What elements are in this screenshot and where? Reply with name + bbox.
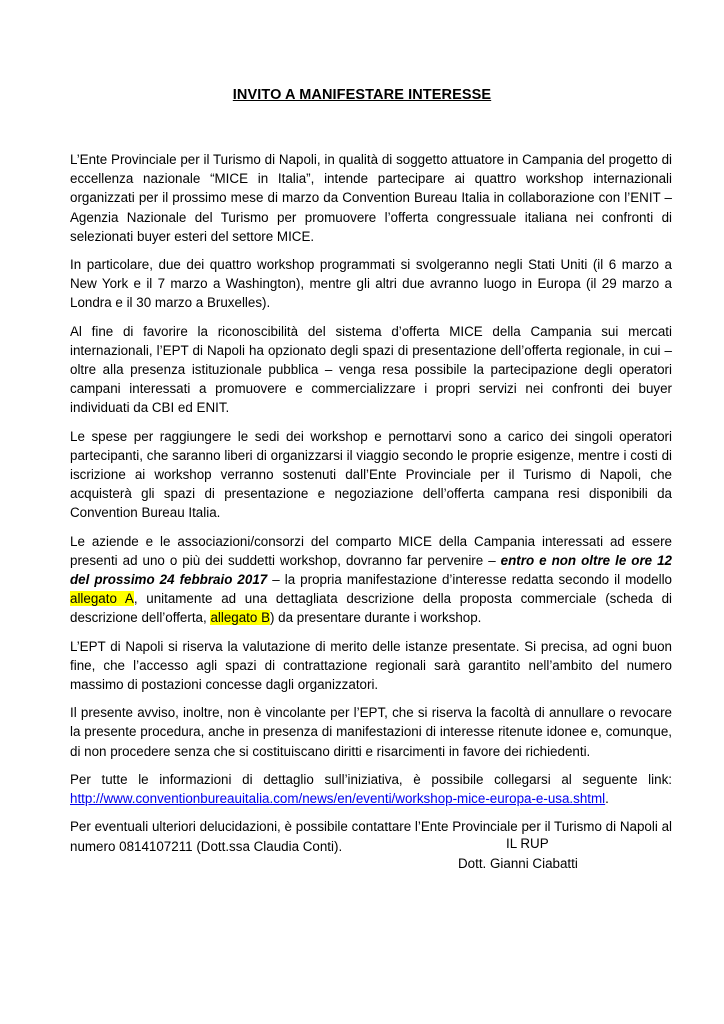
document-body xyxy=(70,150,672,865)
document-title: INVITO A MANIFESTARE INTERESSE xyxy=(232,87,492,103)
paragraph-disclaimer: Il presente avviso, inoltre, non è vincolante per l’EPT, che si riserva la facoltà di annullare o revocare la presente procedura, anche in presenza di manifestazioni di interesse ritenute idonee e, comunque, di non procedere senza che si costituiscano diritti e risarcimenti in favore dei richiedenti. xyxy=(70,705,672,759)
paragraph-evaluation: L’EPT di Napoli si riserva la valutazione di merito delle istanze presentate. Si precisa, ad ogni buon fine, che l’accesso agli spazi di contrattazione regionali sarà garantito nell’ambito del numero massimo di postazioni concesse dagli organizzatori. xyxy=(70,638,672,693)
paragraph-contact: Per eventuali ulteriori delucidazioni, è possibile contattare l’Ente Provinciale per il Turismo di Napoli al numero 0814107211 (Dott.ssa Claudia Conti). xyxy=(70,819,672,854)
paragraph-intro: L’Ente Provinciale per il Turismo di Napoli, in qualità di soggetto attuatore in Campania del progetto di eccellenza nazionale “MICE in Italia”, intende partecipare ai quattro workshop internazionali organizzati per il prossimo mese di marzo da Convention Bureau Italia in collaborazione con l’ENIT – Agenzia Nazionale del Turismo per promuovere l’offerta congressuale italiana nei confronti di selezionati buyer esteri del settore MICE. xyxy=(70,152,672,244)
application-text-3: , unitamente ad una dettagliata descrizione della proposta commerciale (scheda di descrizione dell’offerta, xyxy=(70,591,672,626)
allegato-a-highlight: allegato A xyxy=(70,591,134,607)
application-text-2: – la propria manifestazione d’interesse redatta secondo il modello xyxy=(267,572,672,588)
paragraph-info-link xyxy=(70,770,672,808)
application-text-4: ) da presentare durante i workshop. xyxy=(270,610,482,626)
application-text-1: Le aziende e le associazioni/consorzi del comparto MICE della Campania interessati ad essere presenti ad uno o più dei suddetti workshop, dovranno far pervenire – xyxy=(70,533,672,568)
convention-bureau-link[interactable]: http://www.conventionbureauitalia.com/news/en/eventi/workshop-mice-europa-e-usa.shtml xyxy=(70,791,606,807)
paragraph-application xyxy=(70,532,672,628)
deadline-text: entro e non oltre le ore 12 del prossimo 24 febbraio 2017 xyxy=(70,552,672,588)
signature-role: IL RUP xyxy=(506,836,549,851)
paragraph-purpose: Al fine di favorire la riconoscibilità del sistema d’offerta MICE della Campania sui mercati internazionali, l’EPT di Napoli ha opzionato degli spazi di presentazione dell’offerta regionale, in cui – oltre alla presenza istituzionale pubblica – venga resa possibile la partecipazione degli operatori campani interessati a promuovere e commercializzare i propri servizi nei confronti dei buyer individuati da CBI ed ENIT. xyxy=(70,323,672,416)
paragraph-workshop-dates: In particolare, due dei quattro workshop programmati si svolgeranno negli Stati Uniti (il 6 marzo a New York e il 7 marzo a Washington), mentre gli altri due avranno luogo in Europa (il 29 marzo a Londra e il 30 marzo a Bruxelles). xyxy=(70,257,672,311)
info-link-intro: Per tutte le informazioni di dettaglio sull’iniziativa, è possibile collegarsi al seguente link: xyxy=(70,771,672,787)
info-link-end: . xyxy=(605,791,609,807)
signature-block xyxy=(458,834,658,874)
allegato-b-highlight: allegato B xyxy=(210,610,270,626)
signature-name: Dott. Gianni Ciabatti xyxy=(458,856,578,871)
paragraph-costs: Le spese per raggiungere le sedi dei workshop e pernottarvi sono a carico dei singoli operatori partecipanti, che saranno liberi di organizzarsi il viaggio secondo le proprie esigenze, mentre i costi di iscrizione ai workshop verranno sostenuti dall’Ente Provinciale per il Turismo di Napoli, che acquisterà gli spazi di presentazione e negoziazione dell’offerta campana resi disponibili da Convention Bureau Italia. xyxy=(70,428,672,521)
